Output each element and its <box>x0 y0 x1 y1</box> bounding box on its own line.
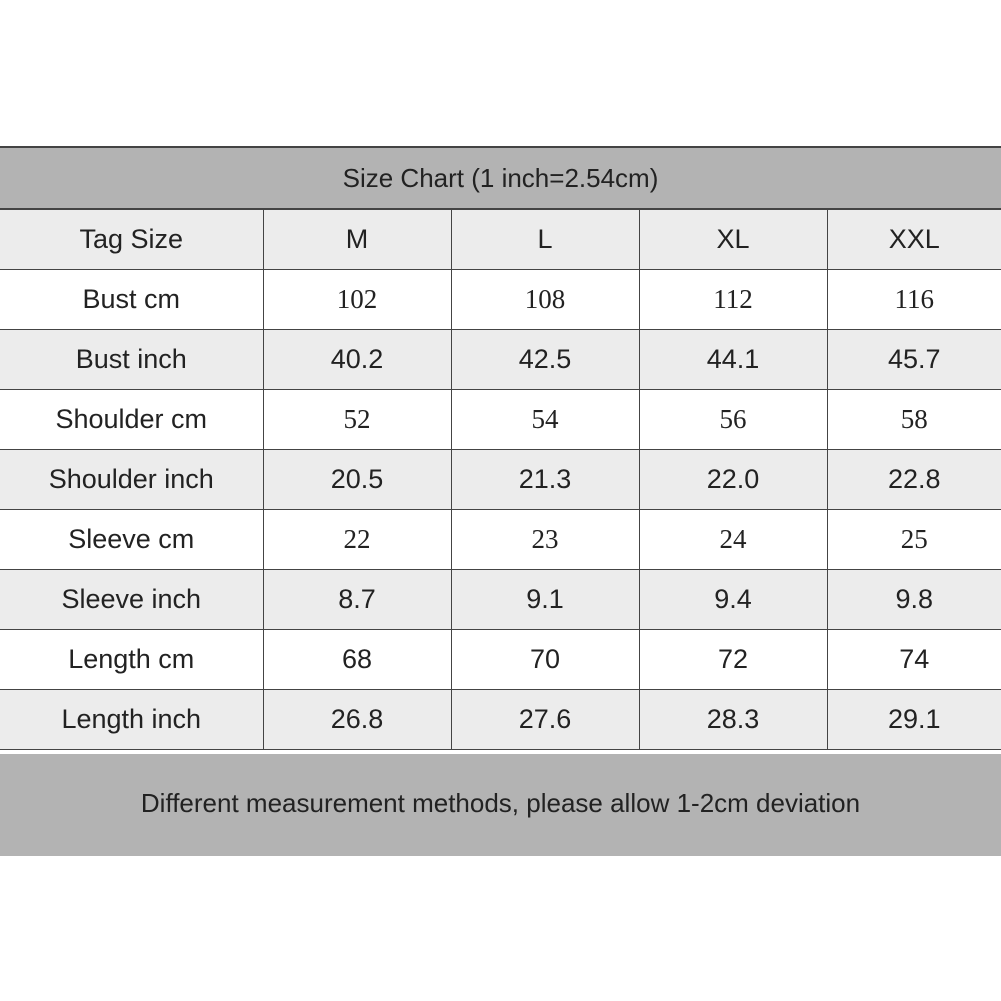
table-cell: 22 <box>263 510 451 570</box>
table-cell: 8.7 <box>263 570 451 630</box>
row-label: Length inch <box>0 690 263 750</box>
table-cell: 42.5 <box>451 330 639 390</box>
table-cell: 68 <box>263 630 451 690</box>
table-cell: 24 <box>639 510 827 570</box>
table-cell: 52 <box>263 390 451 450</box>
table-cell: 54 <box>451 390 639 450</box>
table-cell: 28.3 <box>639 690 827 750</box>
table-cell: 70 <box>451 630 639 690</box>
table-cell: 21.3 <box>451 450 639 510</box>
size-header-m: M <box>263 210 451 270</box>
table-cell: 56 <box>639 390 827 450</box>
table-cell: 9.8 <box>827 570 1001 630</box>
table-cell: 25 <box>827 510 1001 570</box>
row-label: Bust inch <box>0 330 263 390</box>
header-label: Tag Size <box>0 210 263 270</box>
size-chart <box>0 146 1001 856</box>
chart-title: Size Chart (1 inch=2.54cm) <box>0 148 1001 209</box>
table-cell: 9.1 <box>451 570 639 630</box>
table-cell: 44.1 <box>639 330 827 390</box>
table-cell: 72 <box>639 630 827 690</box>
header-row <box>0 210 1001 270</box>
row-label: Shoulder cm <box>0 390 263 450</box>
table-cell: 29.1 <box>827 690 1001 750</box>
size-table <box>0 209 1001 750</box>
row-label: Shoulder inch <box>0 450 263 510</box>
table-cell: 112 <box>639 270 827 330</box>
table-row <box>0 510 1001 570</box>
table-cell: 26.8 <box>263 690 451 750</box>
table-row <box>0 390 1001 450</box>
table-cell: 102 <box>263 270 451 330</box>
size-header-xl: XL <box>639 210 827 270</box>
table-row <box>0 270 1001 330</box>
size-header-l: L <box>451 210 639 270</box>
table-row <box>0 450 1001 510</box>
table-cell: 108 <box>451 270 639 330</box>
table-cell: 22.8 <box>827 450 1001 510</box>
row-label: Length cm <box>0 630 263 690</box>
table-cell: 40.2 <box>263 330 451 390</box>
table-cell: 22.0 <box>639 450 827 510</box>
table-cell: 9.4 <box>639 570 827 630</box>
table-cell: 74 <box>827 630 1001 690</box>
table-row <box>0 690 1001 750</box>
table-row <box>0 330 1001 390</box>
size-header-xxl: XXL <box>827 210 1001 270</box>
table-row <box>0 630 1001 690</box>
table-cell: 23 <box>451 510 639 570</box>
row-label: Sleeve cm <box>0 510 263 570</box>
table-cell: 45.7 <box>827 330 1001 390</box>
deviation-note: Different measurement methods, please allow 1-2cm deviation <box>0 754 1001 856</box>
table-cell: 20.5 <box>263 450 451 510</box>
table-cell: 58 <box>827 390 1001 450</box>
table-row <box>0 570 1001 630</box>
row-label: Sleeve inch <box>0 570 263 630</box>
table-cell: 27.6 <box>451 690 639 750</box>
table-cell: 116 <box>827 270 1001 330</box>
row-label: Bust cm <box>0 270 263 330</box>
